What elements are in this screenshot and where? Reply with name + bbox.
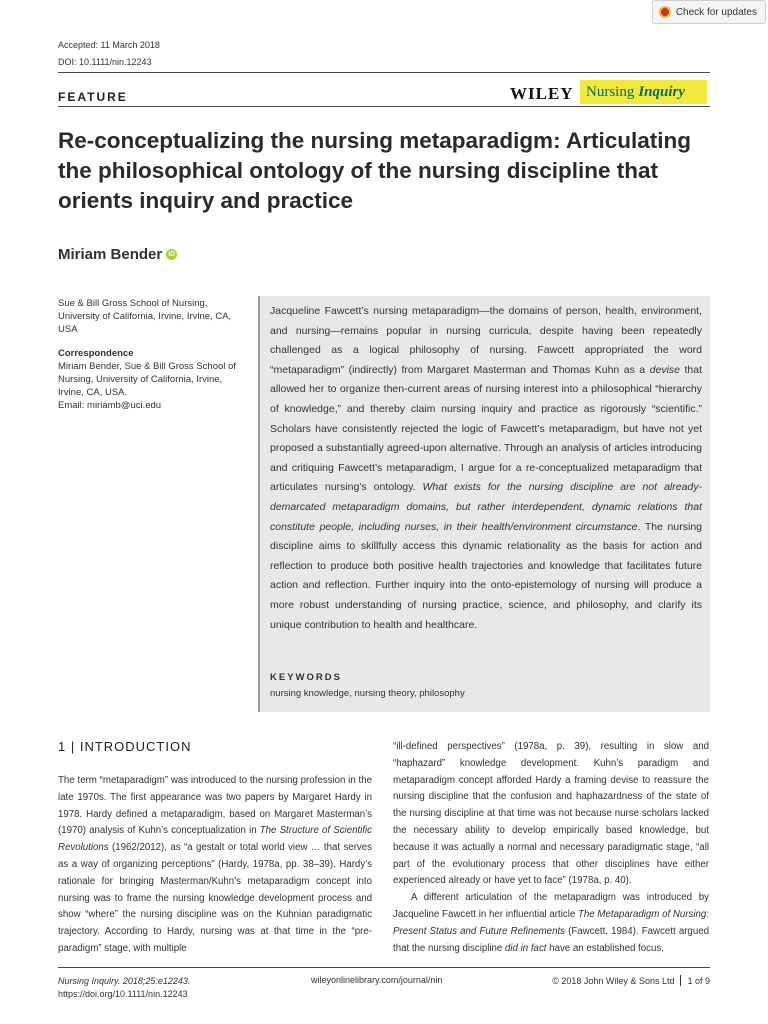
keywords-heading: KEYWORDS [270,672,342,683]
abstract-italic: What exists for the nursing discipline are not already-demarcated metaparadigm domains, but rather interdependent, dynamic relations that constitute people, including nurses, in their health/environment circumstance [270,481,702,533]
emphasis: did in fact [505,942,547,954]
footer-right [552,975,710,986]
journal-name-part1: Nursing [586,83,635,100]
check-for-updates-button[interactable] [652,0,766,24]
page-number: 1 of 9 [687,975,710,986]
divider [680,975,681,986]
accepted-date: Accepted: 11 March 2018 [58,40,160,50]
copyright: © 2018 John Wiley & Sons Ltd [552,975,675,986]
abstract-part: Jacqueline Fawcett’s nursing metaparadigm—the domains of person, health, environment, and nursing—remains popular in nursing curricula, despite having been repeatedly challenged as a logical philosophy of nursing. Fawcett appropriated the word “metaparadigm” (indirectly) from Margaret Masterman and Thomas Kuhn as a [270,305,702,376]
check-for-updates-label: Check for updates [675,6,757,18]
section-heading-introduction: 1 | INTRODUCTION [58,739,192,754]
text-run: The term “metaparadigm” was introduced to the nursing profession in the late 1970s. The first appearance was two papers by Margaret Hardy in 1978. Hardy defined a metaparadigm, based on Margaret Masterman’s (1970) analysis of Kuhn’s conceptualization in [58,775,372,837]
footer-site-link[interactable]: wileyonlinelibrary.com/journal/nin [311,975,443,985]
text-run: A different articulation of the metaparadigm was introduced by Jacqueline Fawcett in her influential article [393,892,709,920]
correspondence-address: Miriam Bender, Sue & Bill Gross School of Nursing, University of California, Irvine, Irvine, CA, USA. [58,361,236,398]
text-run: (1962/2012), as “a gestalt or total world view … that serves as a way of organizing perceptions” (Hardy, 1978a, pp. 38–39). Hardy’s rationale for bringing Masterman/Kuhn’s metaparadigm concept into nursing was to frame the nursing knowledge development process and show “where” the nursing discipline was on the Kuhnian paradigmatic trajectory. According to Hardy, nursing was at that time in the “pre-paradigm” stage, with multiple [58,842,372,954]
abstract-part: that allowed her to organize then-current areas of nursing interest into a philosophical “hierarchy of knowledge,” and thereby claim nursing inquiry and practice as rigorously “scientific.” Scholars have consistently rejected the logic of Fawcett’s metaparadigm, but have not yet proposed a substantially agreed-upon alternative. Through an analysis of articles introducing and critiquing Fawcett’s metaparadigm, I argue for a re-conceptualized metaparadigm that articulates nursing’s ontology. [270,363,702,494]
affiliation-block [58,297,248,412]
paragraph: “ill-defined perspectives” (1978a, p. 39), resulting in slow and “haphazard” knowledge development. Kuhn’s paradigm and metaparadigm concept afforded Hardy a framing devise to reassure the nursing discipline that the confusion and haphazardness of the state of the nursing discipline at that time was not because nurse scholars lacked the necessary ability to develop empirically based knowledge, but because it was actually a normal and necessary paradigmatic stage, “all part of the evolutionary process that other disciplines have either experienced already or have yet to face” (1978a, p. 40). [393,741,709,887]
citation-text: Nursing Inquiry. 2018;25:e12243. [58,976,191,986]
abstract-part: . The nursing discipline aims to skillfully access this dynamic relationality as the basis for action and reflection to produce both positive health trajectories and knowledge that facilitates future action and reflection. Further inquiry into the onto-epistemology of nursing will produce a more robust understanding of nursing practice, science, and philosophy, and clarify its unique contribution to health and healthcare. [270,520,702,631]
author-line [58,246,177,263]
publisher-logo: WILEY [510,84,574,103]
text-run: (Fawcett, 1984). Fawcett argued that the nursing discipline [393,925,709,954]
affiliation-address: Sue & Bill Gross School of Nursing, University of California, Irvine, Irvine, CA, USA [58,298,232,335]
journal-name-part2: Inquiry [638,83,686,100]
correspondence-heading: Correspondence [58,348,134,359]
footer-citation [58,975,190,988]
keywords-list: nursing knowledge, nursing theory, philosophy [270,688,465,699]
correspondence-email[interactable]: Email: miriamb@uci.edu [58,400,162,411]
orcid-icon[interactable]: iD [168,251,176,258]
body-column-left [58,773,372,958]
book-title: The Structure of Scientific Revolutions [58,825,372,854]
footer-rule [58,967,710,968]
article-title: Re-conceptualizing the nursing metaparadigm: Articulating the philosophical ontology of the nursing discipline that orients inquiry and practice [58,128,691,213]
body-column-right [393,739,709,957]
paragraph [393,890,709,957]
article-title-ref: The Metaparadigm of Nursing: Present Status and Future Refinements [393,908,709,937]
abstract-box [258,296,710,712]
doi-line: DOI: 10.1111/nin.12243 [58,57,152,67]
crossmark-icon [659,6,671,18]
paragraph [58,773,372,958]
footer-doi-link[interactable]: https://doi.org/10.1111/nin.12243 [58,989,188,999]
section-label: FEATURE [58,90,128,104]
text-run: have an established focus, [546,942,664,954]
footer-citation-block [58,975,190,1001]
title-rule [58,106,710,107]
header-rule [58,72,710,73]
author-name[interactable]: Miriam Bender [58,246,163,263]
abstract-italic: devise [649,363,680,376]
abstract-text [270,302,702,635]
journal-logo [580,80,707,104]
